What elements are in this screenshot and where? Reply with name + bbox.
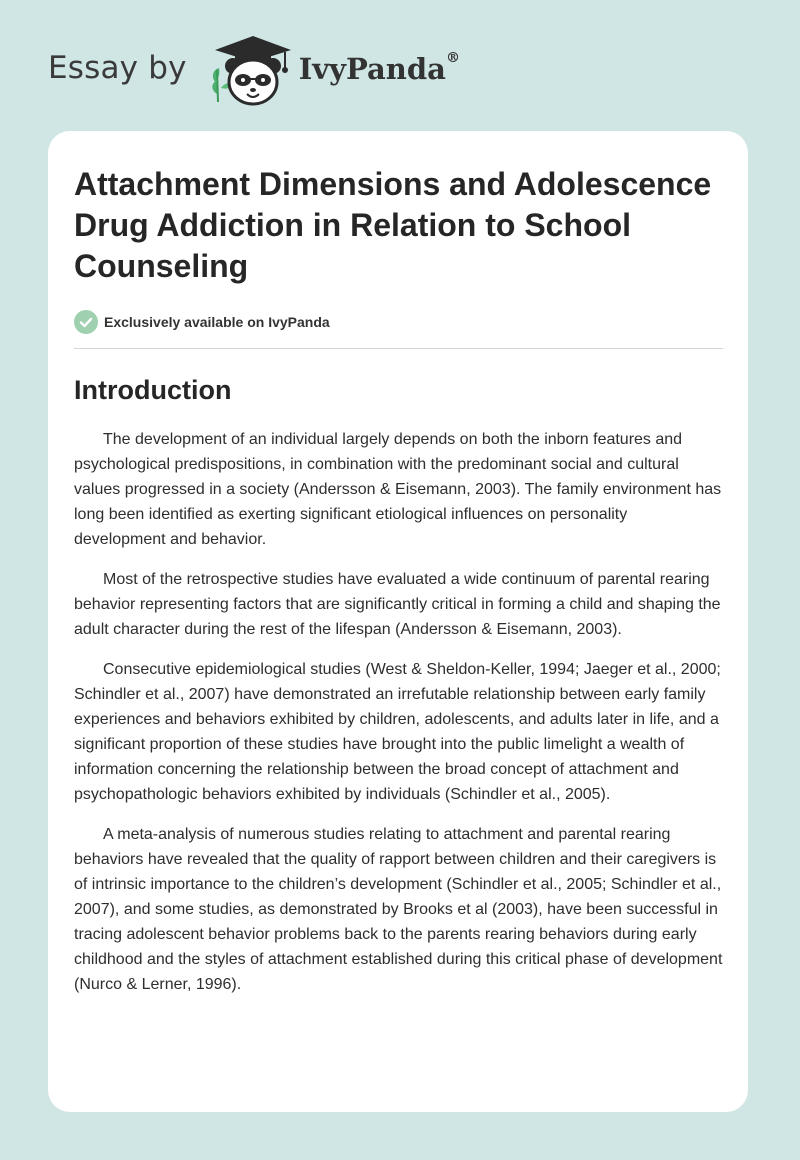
site-header <box>48 30 460 110</box>
page-title: Attachment Dimensions and Adolescence Drug Addiction in Relation to School Counseling <box>74 166 712 284</box>
badge-text: Exclusively available on IvyPanda <box>104 314 330 330</box>
essay-by-label: Essay by <box>48 50 187 86</box>
paragraph: Consecutive epidemiological studies (West & Sheldon-Keller, 1994; Jaeger et al., 2000; Schindler et al., 2007) have demonstrated an irrefutable relationship between early family experiences and behaviors exhibited by children, adolescents, and adults later in life, and a significant proportion of these studies have brought into the public limelight a wealth of information concerning the relationship between the broad concept of attachment and psychopathologic behaviors exhibited by individuals (Schindler et al., 2005). <box>74 661 721 803</box>
panda-logo-icon[interactable] <box>201 30 297 110</box>
brand-name[interactable]: IvyPanda® <box>298 50 460 86</box>
exclusive-badge <box>74 310 723 334</box>
section-heading: Introduction <box>74 375 232 405</box>
check-circle-icon <box>74 310 98 334</box>
paragraph: The development of an individual largely depends on both the inborn features and psychological predispositions, in combination with the predominant social and cultural values progressed in a society (Andersson & Eisemann, 2003). The family environment has long been identified as exerting significant etiological influences on personality development and behavior. <box>74 431 722 548</box>
divider <box>74 348 723 349</box>
paragraph: A meta-analysis of numerous studies relating to attachment and parental rearing behaviors have revealed that the quality of rapport between children and their caregivers is of intrinsic importance to the children’s development (Schindler et al., 2005; Schindler et al., 2007), and some studies, as demonstrated by Brooks et al (2003), have been successful in tracing adolescent behavior problems back to the parents rearing behaviors during early childhood and the styles of attachment established during this critical phase of development (Nurco & Lerner, 1996). <box>74 826 723 993</box>
paragraph: Most of the retrospective studies have evaluated a wide continuum of parental rearing behavior representing factors that are significantly critical in forming a child and shaping the adult character during the rest of the lifespan (Andersson & Eisemann, 2003). <box>74 571 721 638</box>
essay-card <box>48 131 748 1112</box>
